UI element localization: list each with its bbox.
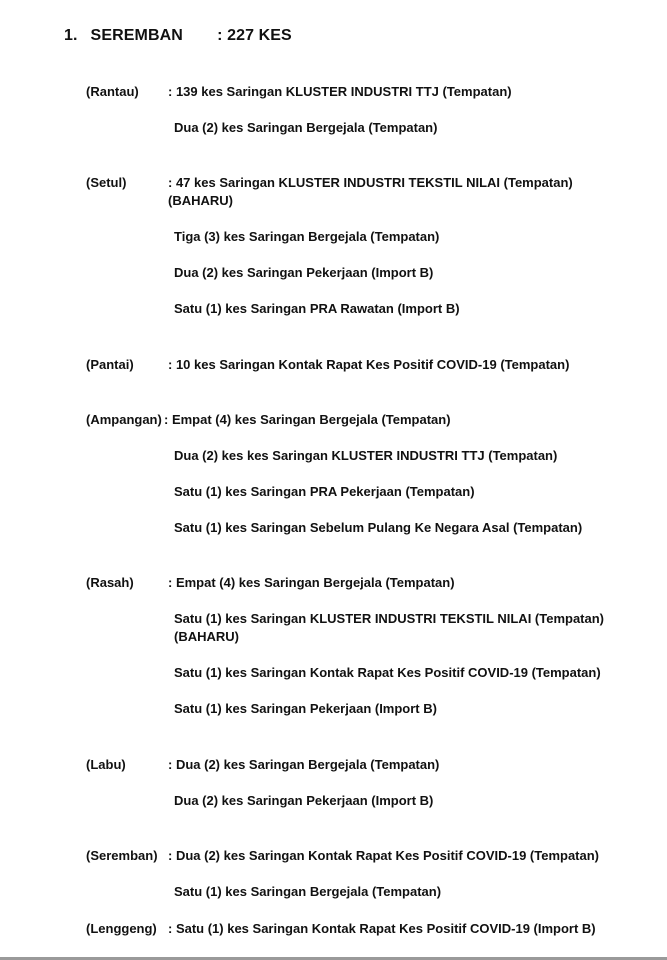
case-line: : 47 kes Saringan KLUSTER INDUSTRI TEKSTIL NILAI (Tempatan) (BAHARU) [168, 175, 573, 208]
area-ampangan [86, 411, 646, 537]
case-line: Dua (2) kes Saringan Bergejala (Tempatan) [174, 120, 438, 135]
case-line: : Empat (4) kes Saringan Bergejala (Tempatan) [168, 575, 455, 590]
heading-total: : 227 KES [217, 27, 292, 44]
case-line-row [86, 664, 646, 682]
area-setul [86, 174, 646, 318]
area-label: (Seremban) [86, 848, 158, 863]
case-line: Satu (1) kes Saringan PRA Pekerjaan (Tempatan) [174, 484, 475, 499]
case-line-row [86, 483, 646, 501]
case-line-row [86, 228, 646, 246]
heading-district: SEREMBAN [90, 27, 183, 44]
area-label: (Pantai) [86, 357, 134, 372]
case-line-row [86, 447, 646, 465]
case-line: Satu (1) kes Saringan KLUSTER INDUSTRI TEKSTIL NILAI (Tempatan) (BAHARU) [174, 611, 605, 644]
case-line-row [86, 300, 646, 318]
area-pantai [86, 356, 646, 374]
case-line: Dua (2) kes Saringan Pekerjaan (Import B) [174, 265, 434, 280]
case-line: Dua (2) kes kes Saringan KLUSTER INDUSTRI TTJ (Tempatan) [174, 448, 558, 463]
case-line-row [86, 700, 646, 718]
area-first-line [86, 574, 646, 592]
case-line: : Empat (4) kes Saringan Bergejala (Tempatan) [164, 412, 451, 427]
area-labu [86, 756, 646, 810]
area-rasah [86, 574, 646, 718]
case-line: : Satu (1) kes Saringan Kontak Rapat Kes Positif COVID-19 (Import B) [168, 921, 596, 936]
area-first-line [86, 411, 646, 429]
case-line-row [86, 519, 646, 537]
area-first-line [86, 356, 646, 374]
case-line: Satu (1) kes Saringan Sebelum Pulang Ke Negara Asal (Tempatan) [174, 520, 583, 535]
case-line-row [86, 264, 646, 282]
case-line: Satu (1) kes Saringan PRA Rawatan (Import B) [174, 301, 460, 316]
case-line: Satu (1) kes Saringan Bergejala (Tempatan) [174, 884, 442, 899]
case-line: : Dua (2) kes Saringan Bergejala (Tempatan) [168, 757, 440, 772]
area-label: (Rantau) [86, 84, 139, 99]
area-label: (Lenggeng) [86, 921, 157, 936]
area-first-line [86, 83, 646, 101]
case-line-row [86, 119, 646, 137]
heading-number: 1. [64, 27, 78, 44]
district-heading [64, 27, 292, 45]
area-rantau [86, 83, 646, 137]
area-first-line [86, 174, 646, 210]
case-line: Satu (1) kes Saringan Kontak Rapat Kes Positif COVID-19 (Tempatan) [174, 665, 601, 680]
case-line-row [86, 883, 646, 901]
case-line-row [86, 792, 646, 810]
area-label: (Rasah) [86, 575, 134, 590]
case-line: : 10 kes Saringan Kontak Rapat Kes Positif COVID-19 (Tempatan) [168, 357, 570, 372]
case-line: Tiga (3) kes Saringan Bergejala (Tempatan) [174, 229, 440, 244]
area-lenggeng [86, 920, 646, 938]
area-seremban [86, 847, 646, 901]
case-line-row [86, 610, 646, 646]
case-line: Satu (1) kes Saringan Pekerjaan (Import B) [174, 701, 437, 716]
case-line: : Dua (2) kes Saringan Kontak Rapat Kes Positif COVID-19 (Tempatan) [168, 848, 600, 863]
case-line: : 139 kes Saringan KLUSTER INDUSTRI TTJ (Tempatan) [168, 84, 512, 99]
area-label: (Setul) [86, 175, 127, 190]
area-first-line [86, 756, 646, 774]
area-label: (Ampangan) [86, 412, 162, 427]
case-line: Dua (2) kes Saringan Pekerjaan (Import B) [174, 793, 434, 808]
area-first-line [86, 847, 646, 865]
area-first-line [86, 920, 646, 938]
area-label: (Labu) [86, 757, 126, 772]
